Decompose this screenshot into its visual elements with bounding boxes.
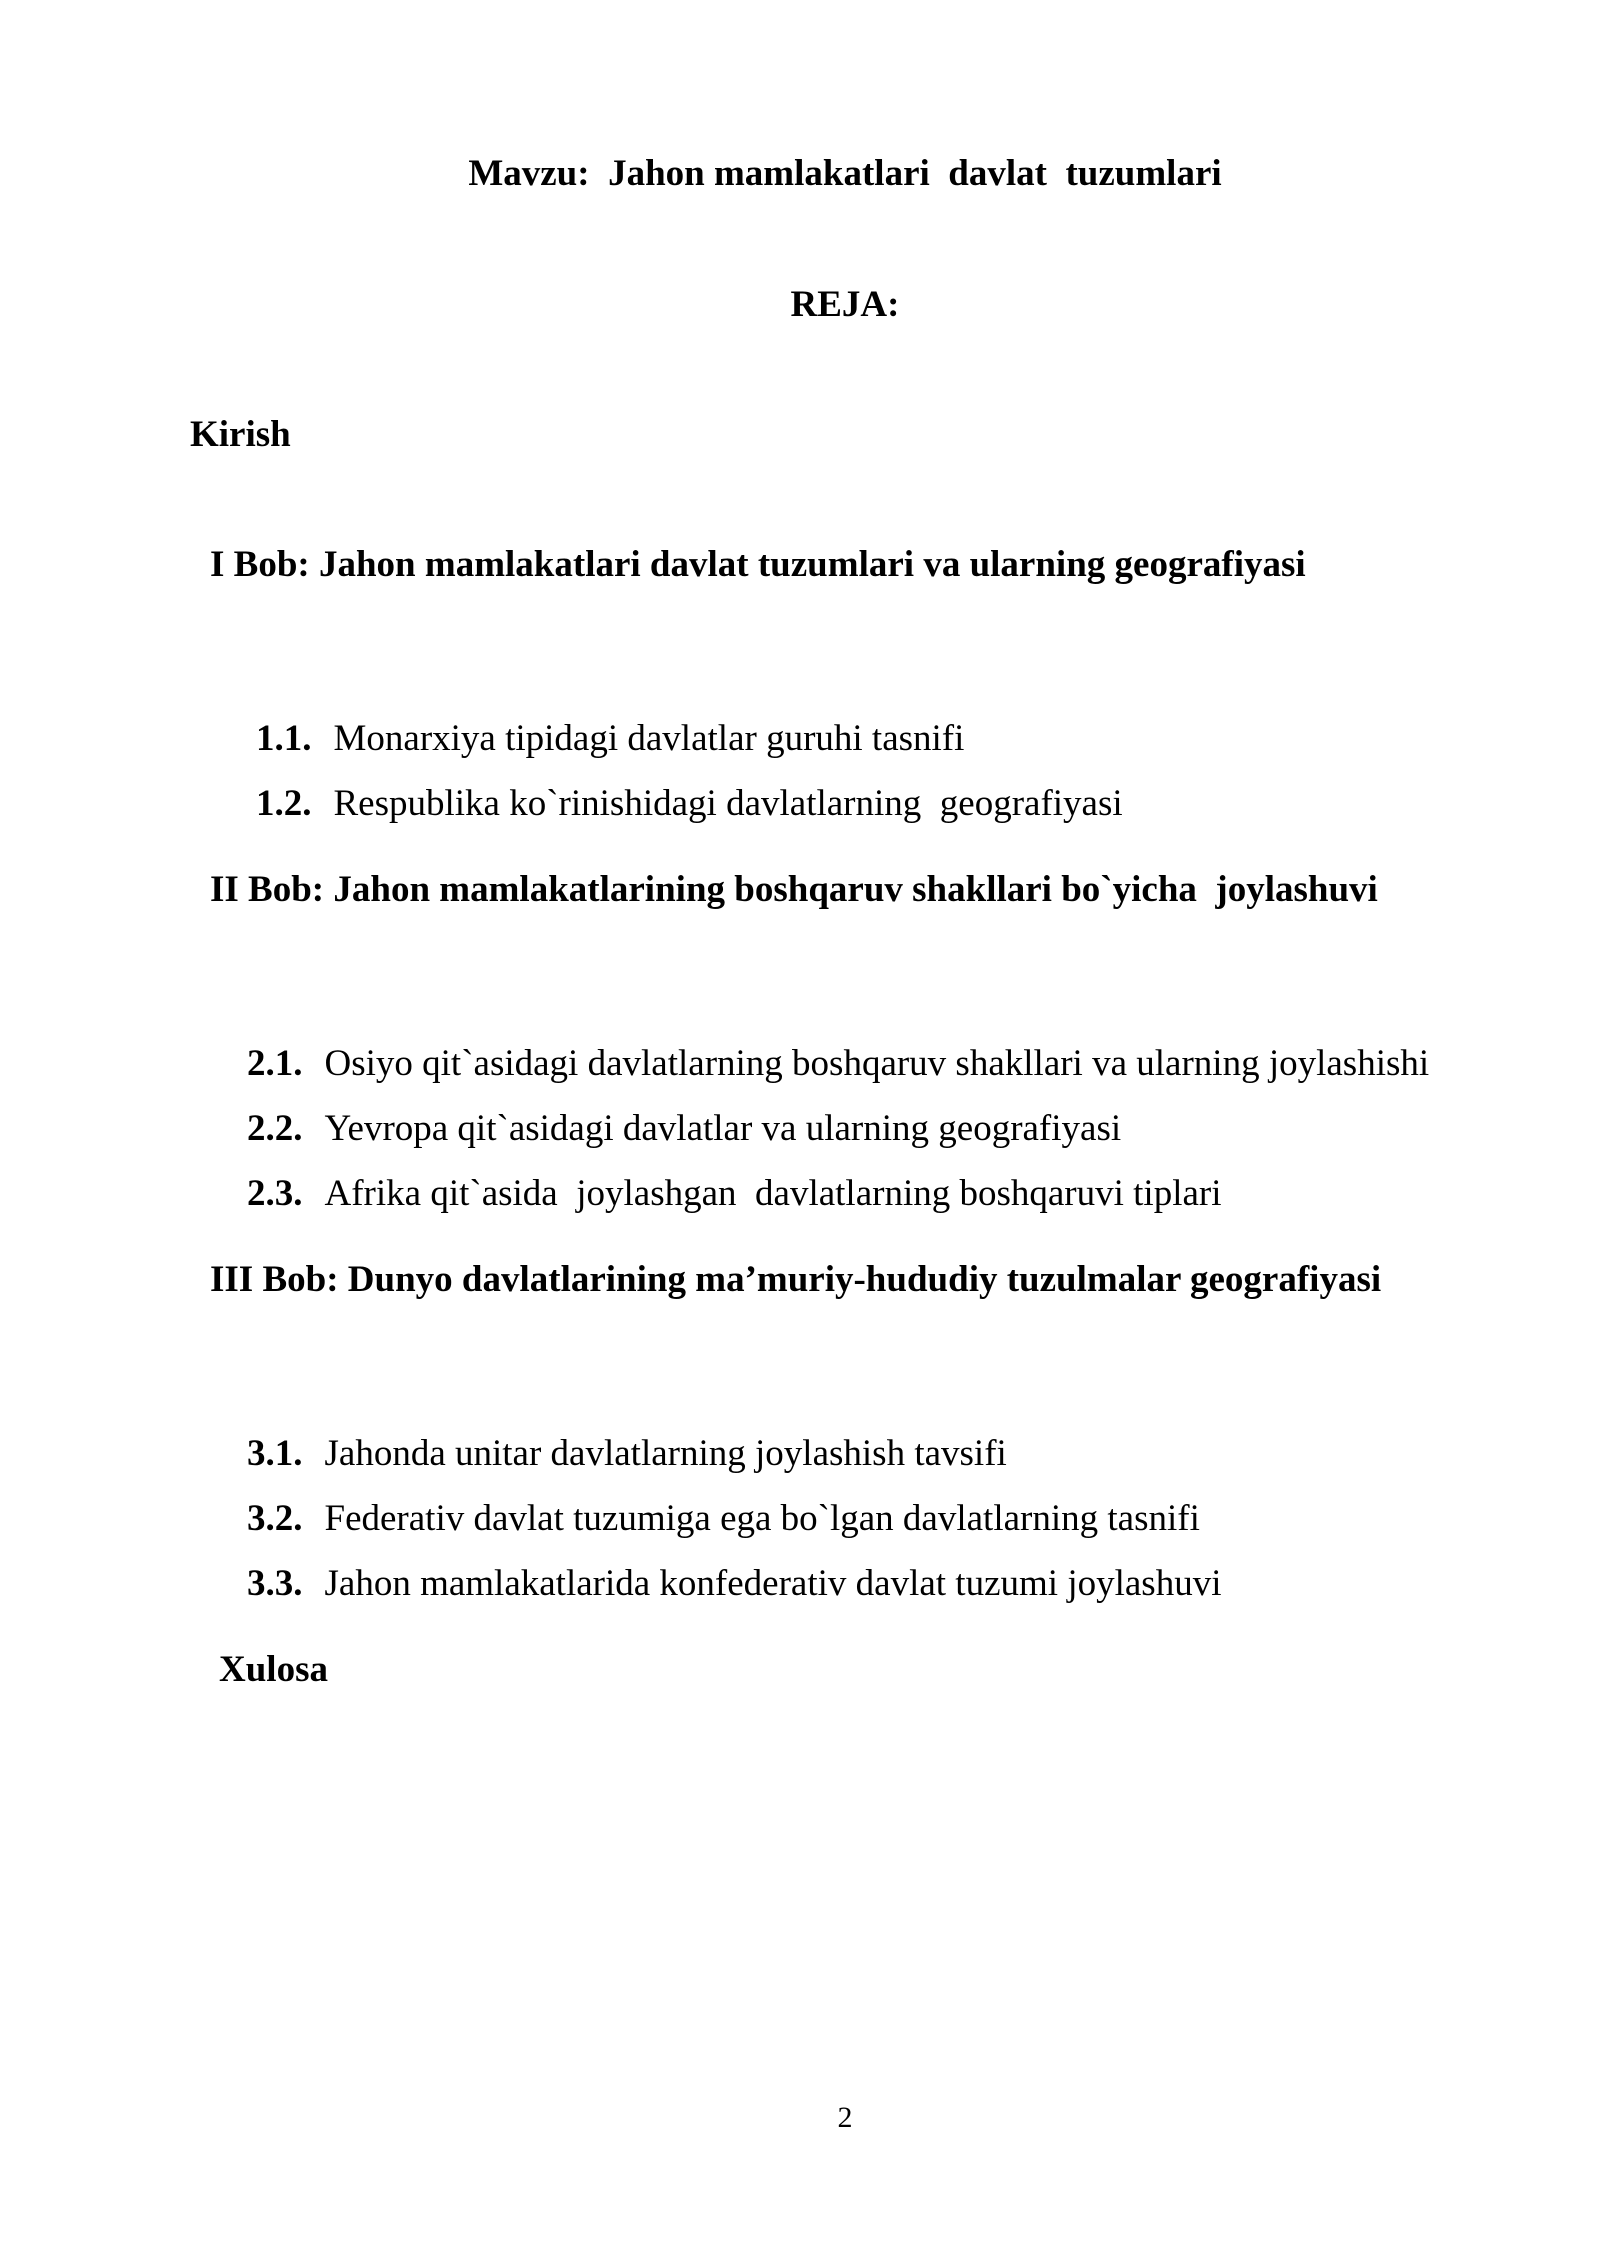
section-number: 3.2. bbox=[247, 1498, 303, 1539]
chapter-3-heading: III Bob: Dunyo davlatlarining ma’muriy-hududiy tuzulmalar geografiyasi bbox=[210, 1259, 1382, 1300]
section-title: Jahonda unitar davlatlarning joylashish tavsifi bbox=[324, 1433, 1007, 1474]
section-2-3 bbox=[210, 1128, 1222, 1260]
section-title: Osiyo qit`asidagi davlatlarning boshqaruv shakllari va ularning joylashishi bbox=[324, 1043, 1430, 1084]
section-number: 2.1. bbox=[247, 1043, 303, 1084]
page-number: 2 bbox=[837, 2101, 853, 2134]
section-title: Afrika qit`asida joylashgan davlatlarning boshqaruvi tiplari bbox=[324, 1173, 1222, 1214]
plan-heading: REJA: bbox=[790, 284, 900, 325]
section-number: 1.2. bbox=[256, 783, 312, 824]
section-number: 2.2. bbox=[247, 1108, 303, 1149]
chapter-2-heading: II Bob: Jahon mamlakatlarining boshqaruv shakllari bo`yicha joylashuvi bbox=[210, 869, 1378, 910]
section-title: Yevropa qit`asidagi davlatlar va ularning geografiyasi bbox=[324, 1108, 1122, 1149]
section-number: 2.3. bbox=[247, 1173, 303, 1214]
section-3-3 bbox=[210, 1518, 1221, 1650]
section-1-2 bbox=[219, 738, 1123, 870]
section-number: 1.1. bbox=[256, 718, 312, 759]
section-title: Respublika ko`rinishidagi davlatlarning geografiyasi bbox=[333, 783, 1123, 824]
intro-heading: Kirish bbox=[190, 414, 291, 455]
section-title: Federativ davlat tuzumiga ega bo`lgan davlatlarning tasnifi bbox=[324, 1498, 1200, 1539]
section-title: Monarxiya tipidagi davlatlar guruhi tasnifi bbox=[333, 718, 965, 759]
section-title: Jahon mamlakatlarida konfederativ davlat tuzumi joylashuvi bbox=[324, 1563, 1222, 1604]
chapter-1-heading: I Bob: Jahon mamlakatlari davlat tuzumlari va ularning geografiyasi bbox=[210, 544, 1306, 585]
conclusion-heading: Xulosa bbox=[219, 1649, 328, 1690]
section-number: 3.1. bbox=[247, 1433, 303, 1474]
section-number: 3.3. bbox=[247, 1563, 303, 1604]
document-title: Mavzu: Jahon mamlakatlari davlat tuzumlari bbox=[468, 153, 1222, 194]
